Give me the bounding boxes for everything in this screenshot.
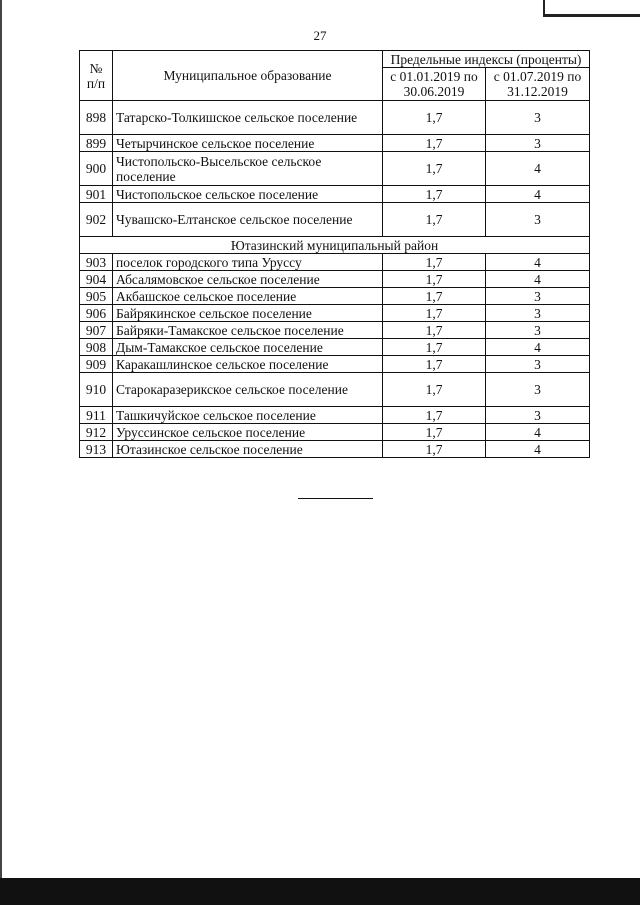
table-body-district: [80, 237, 590, 254]
row-municipality: поселок городского типа Уруссу: [113, 254, 383, 271]
row-number: 898: [80, 101, 113, 135]
row-index-period-2: 3: [486, 407, 590, 424]
row-number: 905: [80, 288, 113, 305]
row-index-period-2: 4: [486, 424, 590, 441]
row-index-period-1: 1,7: [383, 305, 486, 322]
row-index-period-1: 1,7: [383, 271, 486, 288]
row-index-period-2: 3: [486, 135, 590, 152]
row-index-period-2: 3: [486, 356, 590, 373]
table-row: [80, 203, 590, 237]
row-municipality: Байряки-Тамакское сельское поселение: [113, 322, 383, 339]
row-index-period-2: 3: [486, 101, 590, 135]
row-number: 904: [80, 271, 113, 288]
row-municipality: Старокаразерикское сельское поселение: [113, 373, 383, 407]
row-municipality: Акбашское сельское поселение: [113, 288, 383, 305]
row-index-period-1: 1,7: [383, 254, 486, 271]
table-row: [80, 441, 590, 458]
row-index-period-2: 4: [486, 186, 590, 203]
row-index-period-2: 3: [486, 288, 590, 305]
row-index-period-1: 1,7: [383, 356, 486, 373]
row-municipality: Байрякинское сельское поселение: [113, 305, 383, 322]
row-index-period-2: 3: [486, 373, 590, 407]
district-row: [80, 237, 590, 254]
row-number: 902: [80, 203, 113, 237]
row-index-period-1: 1,7: [383, 441, 486, 458]
row-index-period-1: 1,7: [383, 373, 486, 407]
row-municipality: Ютазинское сельское поселение: [113, 441, 383, 458]
header-period-1: с 01.01.2019 по 30.06.2019: [383, 68, 486, 101]
row-index-period-1: 1,7: [383, 186, 486, 203]
row-number: 903: [80, 254, 113, 271]
row-number: 901: [80, 186, 113, 203]
page-number: 27: [313, 28, 327, 43]
row-index-period-1: 1,7: [383, 424, 486, 441]
table-row: [80, 424, 590, 441]
scan-edge-left: [0, 0, 2, 905]
district-title: Ютазинский муниципальный район: [80, 237, 590, 254]
table-row: [80, 271, 590, 288]
row-number: 899: [80, 135, 113, 152]
table-row: [80, 288, 590, 305]
table-row: [80, 373, 590, 407]
row-municipality: Дым-Тамакское сельское поселение: [113, 339, 383, 356]
row-index-period-1: 1,7: [383, 288, 486, 305]
header-municipality: Муниципальное образование: [113, 51, 383, 101]
row-municipality: Уруссинское сельское поселение: [113, 424, 383, 441]
table-row: [80, 152, 590, 186]
row-index-period-1: 1,7: [383, 322, 486, 339]
row-index-period-2: 4: [486, 339, 590, 356]
header-period-2: с 01.07.2019 по 31.12.2019: [486, 68, 590, 101]
table-body-before: [80, 101, 590, 237]
row-number: 908: [80, 339, 113, 356]
row-municipality: Ташкичуйское сельское поселение: [113, 407, 383, 424]
row-number: 909: [80, 356, 113, 373]
scan-edge-bottom: [0, 878, 640, 905]
row-index-period-2: 4: [486, 152, 590, 186]
row-municipality: Каракашлинское сельское поселение: [113, 356, 383, 373]
row-number: 900: [80, 152, 113, 186]
table-row: [80, 135, 590, 152]
table-row: [80, 407, 590, 424]
table-row: [80, 186, 590, 203]
row-index-period-1: 1,7: [383, 152, 486, 186]
header-indices-group: Предельные индексы (проценты): [383, 51, 590, 68]
row-number: 912: [80, 424, 113, 441]
row-index-period-2: 4: [486, 441, 590, 458]
indices-table: [79, 50, 590, 458]
table-body-after: [80, 254, 590, 458]
row-municipality: Чистопольское сельское поселение: [113, 186, 383, 203]
row-municipality: Чувашско-Елтанское сельское поселение: [113, 203, 383, 237]
table-row: [80, 322, 590, 339]
row-municipality: Абсалямовское сельское поселение: [113, 271, 383, 288]
closing-line: [298, 498, 373, 499]
row-index-period-1: 1,7: [383, 101, 486, 135]
row-index-period-1: 1,7: [383, 339, 486, 356]
row-number: 911: [80, 407, 113, 424]
row-index-period-1: 1,7: [383, 407, 486, 424]
row-number: 910: [80, 373, 113, 407]
row-municipality: Четырчинское сельское поселение: [113, 135, 383, 152]
row-index-period-1: 1,7: [383, 203, 486, 237]
scan-edge-top: [543, 0, 640, 17]
table-row: [80, 305, 590, 322]
row-number: 913: [80, 441, 113, 458]
row-municipality: Чистопольско-Высельское сельское поселение: [113, 152, 383, 186]
row-index-period-1: 1,7: [383, 135, 486, 152]
table-row: [80, 101, 590, 135]
table-row: [80, 356, 590, 373]
row-number: 907: [80, 322, 113, 339]
table-row: [80, 339, 590, 356]
row-index-period-2: 4: [486, 254, 590, 271]
row-index-period-2: 3: [486, 203, 590, 237]
row-number: 906: [80, 305, 113, 322]
table-row: [80, 254, 590, 271]
header-number: № п/п: [80, 51, 113, 101]
row-index-period-2: 4: [486, 271, 590, 288]
row-index-period-2: 3: [486, 322, 590, 339]
row-index-period-2: 3: [486, 305, 590, 322]
row-municipality: Татарско-Толкишское сельское поселение: [113, 101, 383, 135]
